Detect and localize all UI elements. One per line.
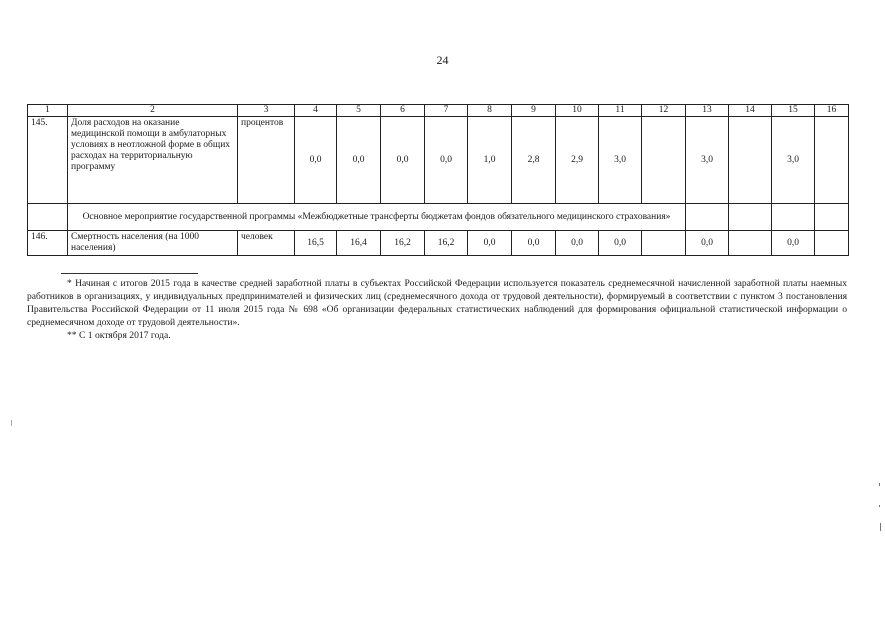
- value-cell: [815, 231, 849, 256]
- value-cell: 0,0: [599, 231, 642, 256]
- value-cell: [642, 117, 686, 204]
- footnote: * Начиная с итогов 2015 года в качестве средней заработной платы в субъектах Российской Федерации используется показатель среднемесячной начисленной заработной платы наемных работников в организациях, у индивидуальных предпринимателей и физических лиц (среднемесячного дохода от трудовой деятельности), формируемый в соответствии с пунктом 3 постановления Правительства Российской Федерации от 11 июля 2015 года № 698 «Об организации федеральных статистических наблюдений для формирования официальной статистической информации о среднемесячном доходе от трудовой деятельности».: [27, 278, 847, 328]
- scan-speck: [880, 523, 881, 531]
- scan-speck: [879, 505, 880, 507]
- indicator-name: Смертность населения (на 1000 населения): [68, 231, 238, 256]
- column-number: 7: [425, 105, 468, 117]
- column-number: 8: [468, 105, 512, 117]
- value-cell: 0,0: [295, 117, 337, 204]
- program-heading-row: [28, 204, 849, 231]
- value-cell: 0,0: [381, 117, 425, 204]
- column-number: 13: [686, 105, 729, 117]
- scan-speck: [11, 420, 12, 426]
- table-row: [28, 231, 849, 256]
- column-number: 9: [512, 105, 556, 117]
- column-number: 15: [772, 105, 815, 117]
- empty-cell: [28, 204, 68, 231]
- value-cell: [729, 117, 772, 204]
- value-cell: 16,2: [381, 231, 425, 256]
- value-cell: 0,0: [556, 231, 599, 256]
- value-cell: 0,0: [425, 117, 468, 204]
- column-number: 12: [642, 105, 686, 117]
- footnote-divider: [61, 273, 198, 274]
- column-number: 16: [815, 105, 849, 117]
- indicators-table: [27, 104, 849, 256]
- row-number: 145.: [28, 117, 68, 204]
- value-cell: 3,0: [772, 117, 815, 204]
- column-number: 3: [238, 105, 295, 117]
- column-number: 10: [556, 105, 599, 117]
- table-row: [28, 117, 849, 204]
- value-cell: 0,0: [772, 231, 815, 256]
- value-cell: [642, 231, 686, 256]
- value-cell: 0,0: [337, 117, 381, 204]
- value-cell: [815, 117, 849, 204]
- value-cell: 0,0: [512, 231, 556, 256]
- column-number: 1: [28, 105, 68, 117]
- column-number: 4: [295, 105, 337, 117]
- value-cell: 2,8: [512, 117, 556, 204]
- unit-cell: процентов: [238, 117, 295, 204]
- value-cell: 2,9: [556, 117, 599, 204]
- indicator-name: Доля расходов на оказание медицинской помощи в амбулаторных условиях в неотложной форме в общих расходах на территориальную программу: [68, 117, 238, 204]
- footnotes: [27, 277, 847, 342]
- value-cell: 16,4: [337, 231, 381, 256]
- column-number: 6: [381, 105, 425, 117]
- column-number-row: [28, 105, 849, 117]
- page-number: 24: [436, 53, 449, 67]
- row-number: 146.: [28, 231, 68, 256]
- unit-cell: человек: [238, 231, 295, 256]
- scan-speck: [879, 483, 880, 486]
- column-number: 2: [68, 105, 238, 117]
- value-cell: 0,0: [686, 231, 729, 256]
- value-cell: 3,0: [599, 117, 642, 204]
- value-cell: 1,0: [468, 117, 512, 204]
- empty-cell: [729, 204, 772, 231]
- column-number: 11: [599, 105, 642, 117]
- value-cell: 0,0: [468, 231, 512, 256]
- value-cell: [729, 231, 772, 256]
- empty-cell: [686, 204, 729, 231]
- empty-cell: [772, 204, 815, 231]
- value-cell: 3,0: [686, 117, 729, 204]
- empty-cell: [815, 204, 849, 231]
- footnote: ** С 1 октября 2017 года.: [67, 330, 171, 341]
- column-number: 5: [337, 105, 381, 117]
- column-number: 14: [729, 105, 772, 117]
- program-heading: Основное мероприятие государственной программы «Межбюджетные трансферты бюджетам фондов обязательного медицинского страхования»: [68, 204, 686, 231]
- value-cell: 16,2: [425, 231, 468, 256]
- value-cell: 16,5: [295, 231, 337, 256]
